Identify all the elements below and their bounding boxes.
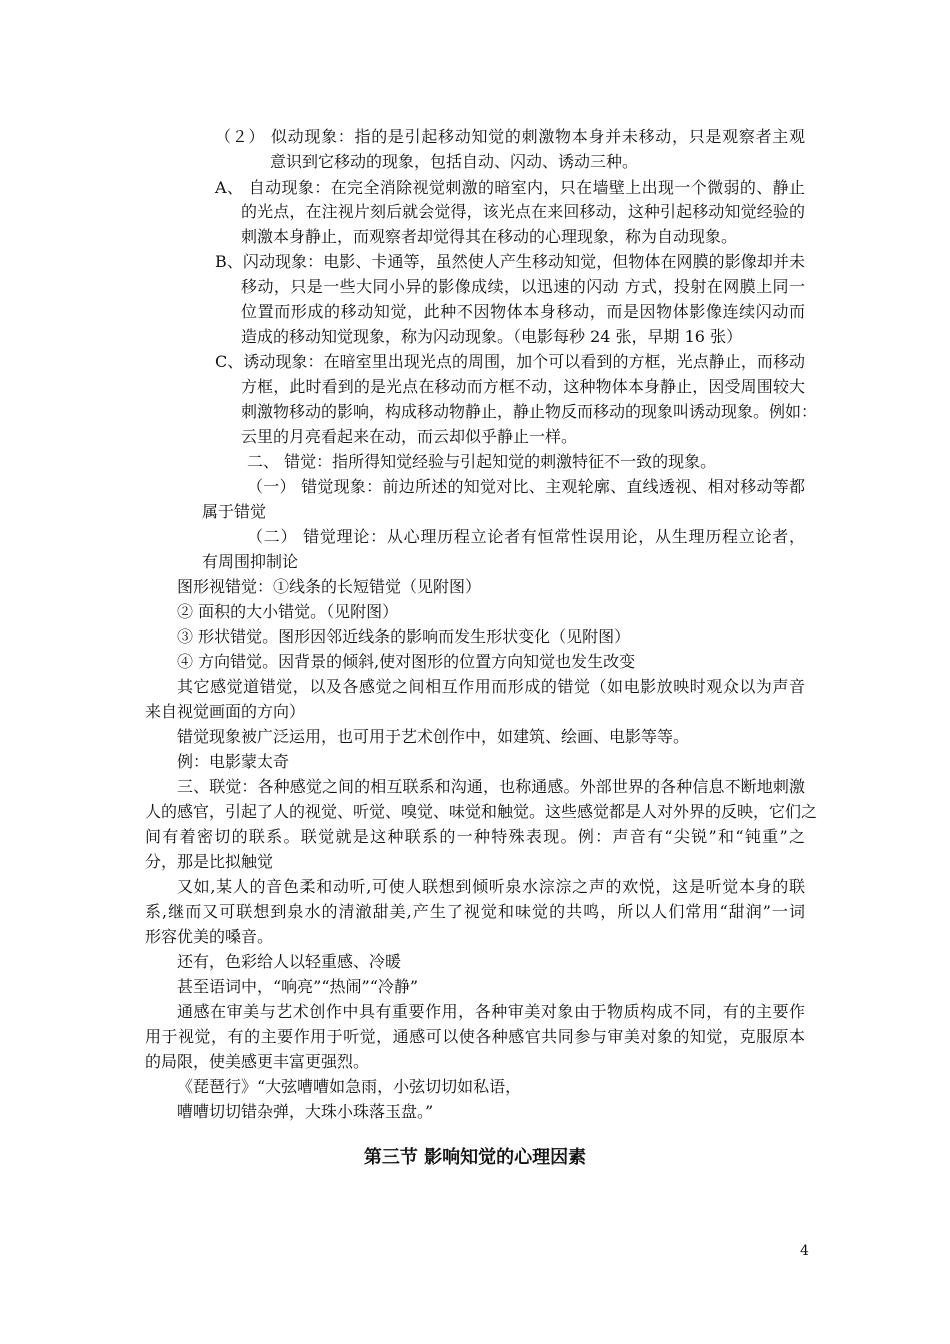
paragraph-phi-line: 造成的移动知觉现象，称为闪动现象。（电影每秒 24 张，早期 16 张） (241, 327, 743, 346)
paragraph-phi-line: B、闪动现象：电影、卡通等，虽然使人产生移动知觉，但物体在网膜的影像却并未 (215, 252, 805, 271)
poem-line: 嘈嘈切切错杂弹，大珠小珠落玉盘。” (177, 1102, 434, 1121)
paragraph-synesthesia-line: 三、联觉：各种感觉之间的相互联系和沟通，也称通感。外部世界的各种信息不断地刺激 (177, 777, 805, 796)
paragraph-words: 甚至语词中，“响亮”“热闹”“冷静” (177, 977, 419, 996)
paragraph-synesthesia-line: 间有着密切的联系。联觉就是这种联系的一种特殊表现。例：声音有“尖锐”和“钝重”之 (145, 827, 805, 846)
list-item-figure-illusion: ③ 形状错觉。图形因邻近线条的影响而发生形状变化（见附图） (177, 627, 631, 646)
paragraph-color: 还有，色彩给人以轻重感、冷暖 (177, 952, 402, 971)
paragraph-phi-line: 移动，只是一些大同小异的影像成续，以迅速的闪动 方式，投射在网膜上同一 (241, 277, 805, 296)
paragraph-voice-line: 形容优美的嗓音。 (145, 927, 274, 946)
paragraph-example: 例：电影蒙太奇 (177, 752, 290, 771)
paragraph-apparent-motion-line: （２） 似动现象：指的是引起移动知觉的刺激物本身并未移动，只是观察者主观 (215, 127, 805, 146)
paragraph-aesthetic-line: 用于视觉，有的主要作用于听觉，通感可以使各种感官共同参与审美对象的知觉，克服原本 (145, 1027, 805, 1046)
paragraph-autokinetic-line: 的光点，在注视片刻后就会觉得，该光点在来回移动，这种引起移动知觉经验的 (241, 202, 805, 221)
paragraph-induced-line: C、诱动现象：在暗室里出现光点的周围，加个可以看到的方框，光点静止，而移动 (215, 352, 805, 371)
paragraph-illusion-phenomena-line: （一） 错觉现象：前边所述的知觉对比、主观轮廓、直线透视、相对移动等都 (247, 477, 805, 496)
paragraph-induced-line: 方框，此时看到的是光点在移动而方框不动，这种物体本身静止，因受周围较大 (241, 377, 805, 396)
paragraph-autokinetic-line: A、 自动现象：在完全消除视觉刺激的暗室内，只在墙壁上出现一个微弱的、静止 (215, 178, 805, 197)
paragraph-illusion-theory-line: 有周围抑制论 (202, 552, 299, 571)
paragraph-induced-line: 云里的月亮看起来在动，而云却似乎静止一样。 (241, 427, 578, 446)
paragraph-aesthetic-line: 的局限，使美感更丰富更强烈。 (145, 1052, 370, 1071)
paragraph-induced-line: 刺激物移动的影响，构成移动物静止，静止物反而移动的现象叫诱动现象。例如： (241, 402, 818, 421)
paragraph-apparent-motion-line: 意识到它移动的现象，包括自动、闪动、诱动三种。 (270, 152, 639, 171)
paragraph-illusion-phenomena-line: 属于错觉 (202, 502, 267, 521)
paragraph-voice-line: 又如,某人的音色柔和动听,可使人联想到倾听泉水淙淙之声的欢悦，这是听觉本身的联 (177, 877, 805, 896)
paragraph-illusion-theory-line: （二） 错觉理论：从心理历程立论者有恒常性误用论，从生理历程立论者， (247, 527, 805, 546)
paragraph-synesthesia-line: 分，那是比拟触觉 (145, 852, 274, 871)
section-heading: 第三节 影响知觉的心理因素 (363, 1147, 587, 1168)
list-item-figure-illusion: ④ 方向错觉。因背景的倾斜,使对图形的位置方向知觉也发生改变 (177, 652, 636, 671)
list-item-figure-illusion: 图形视错觉：①线条的长短错觉（见附图） (177, 577, 482, 596)
paragraph-autokinetic-line: 刺激本身静止，而观察者却觉得其在移动的心理现象，称为自动现象。 (241, 227, 738, 246)
paragraph-usage: 错觉现象被广泛运用，也可用于艺术创作中，如建筑、绘画、电影等等。 (177, 727, 690, 746)
page-number: 4 (800, 1243, 809, 1259)
paragraph-voice-line: 系,继而又可联想到泉水的清澈甜美,产生了视觉和味觉的共鸣，所以人们常用“甜润”一词 (145, 902, 805, 921)
paragraph-other-sense-line: 来自视觉画面的方向） (145, 702, 306, 721)
paragraph-phi-line: 位置而形成的移动知觉，此种不因物体本身移动，而是因物体影像连续闪动而 (241, 302, 805, 321)
paragraph-other-sense-line: 其它感觉道错觉，以及各感觉之间相互作用而形成的错觉（如电影放映时观众以为声音 (177, 677, 805, 696)
paragraph-aesthetic-line: 通感在审美与艺术创作中具有重要作用，各种审美对象由于物质构成不同，有的主要作 (177, 1002, 805, 1021)
poem-line: 《琵琶行》“大弦嘈嘈如急雨，小弦切切如私语， (177, 1077, 522, 1096)
paragraph-synesthesia-line: 人的感官，引起了人的视觉、听觉、嗅觉、味觉和触觉。这些感觉都是人对外界的反映，它们之 (145, 802, 818, 821)
list-item-figure-illusion: ② 面积的大小错觉。（见附图） (177, 602, 399, 621)
paragraph-illusion-definition: 二、 错觉：指所得知觉经验与引起知觉的刺激特征不一致的现象。 (247, 452, 717, 471)
